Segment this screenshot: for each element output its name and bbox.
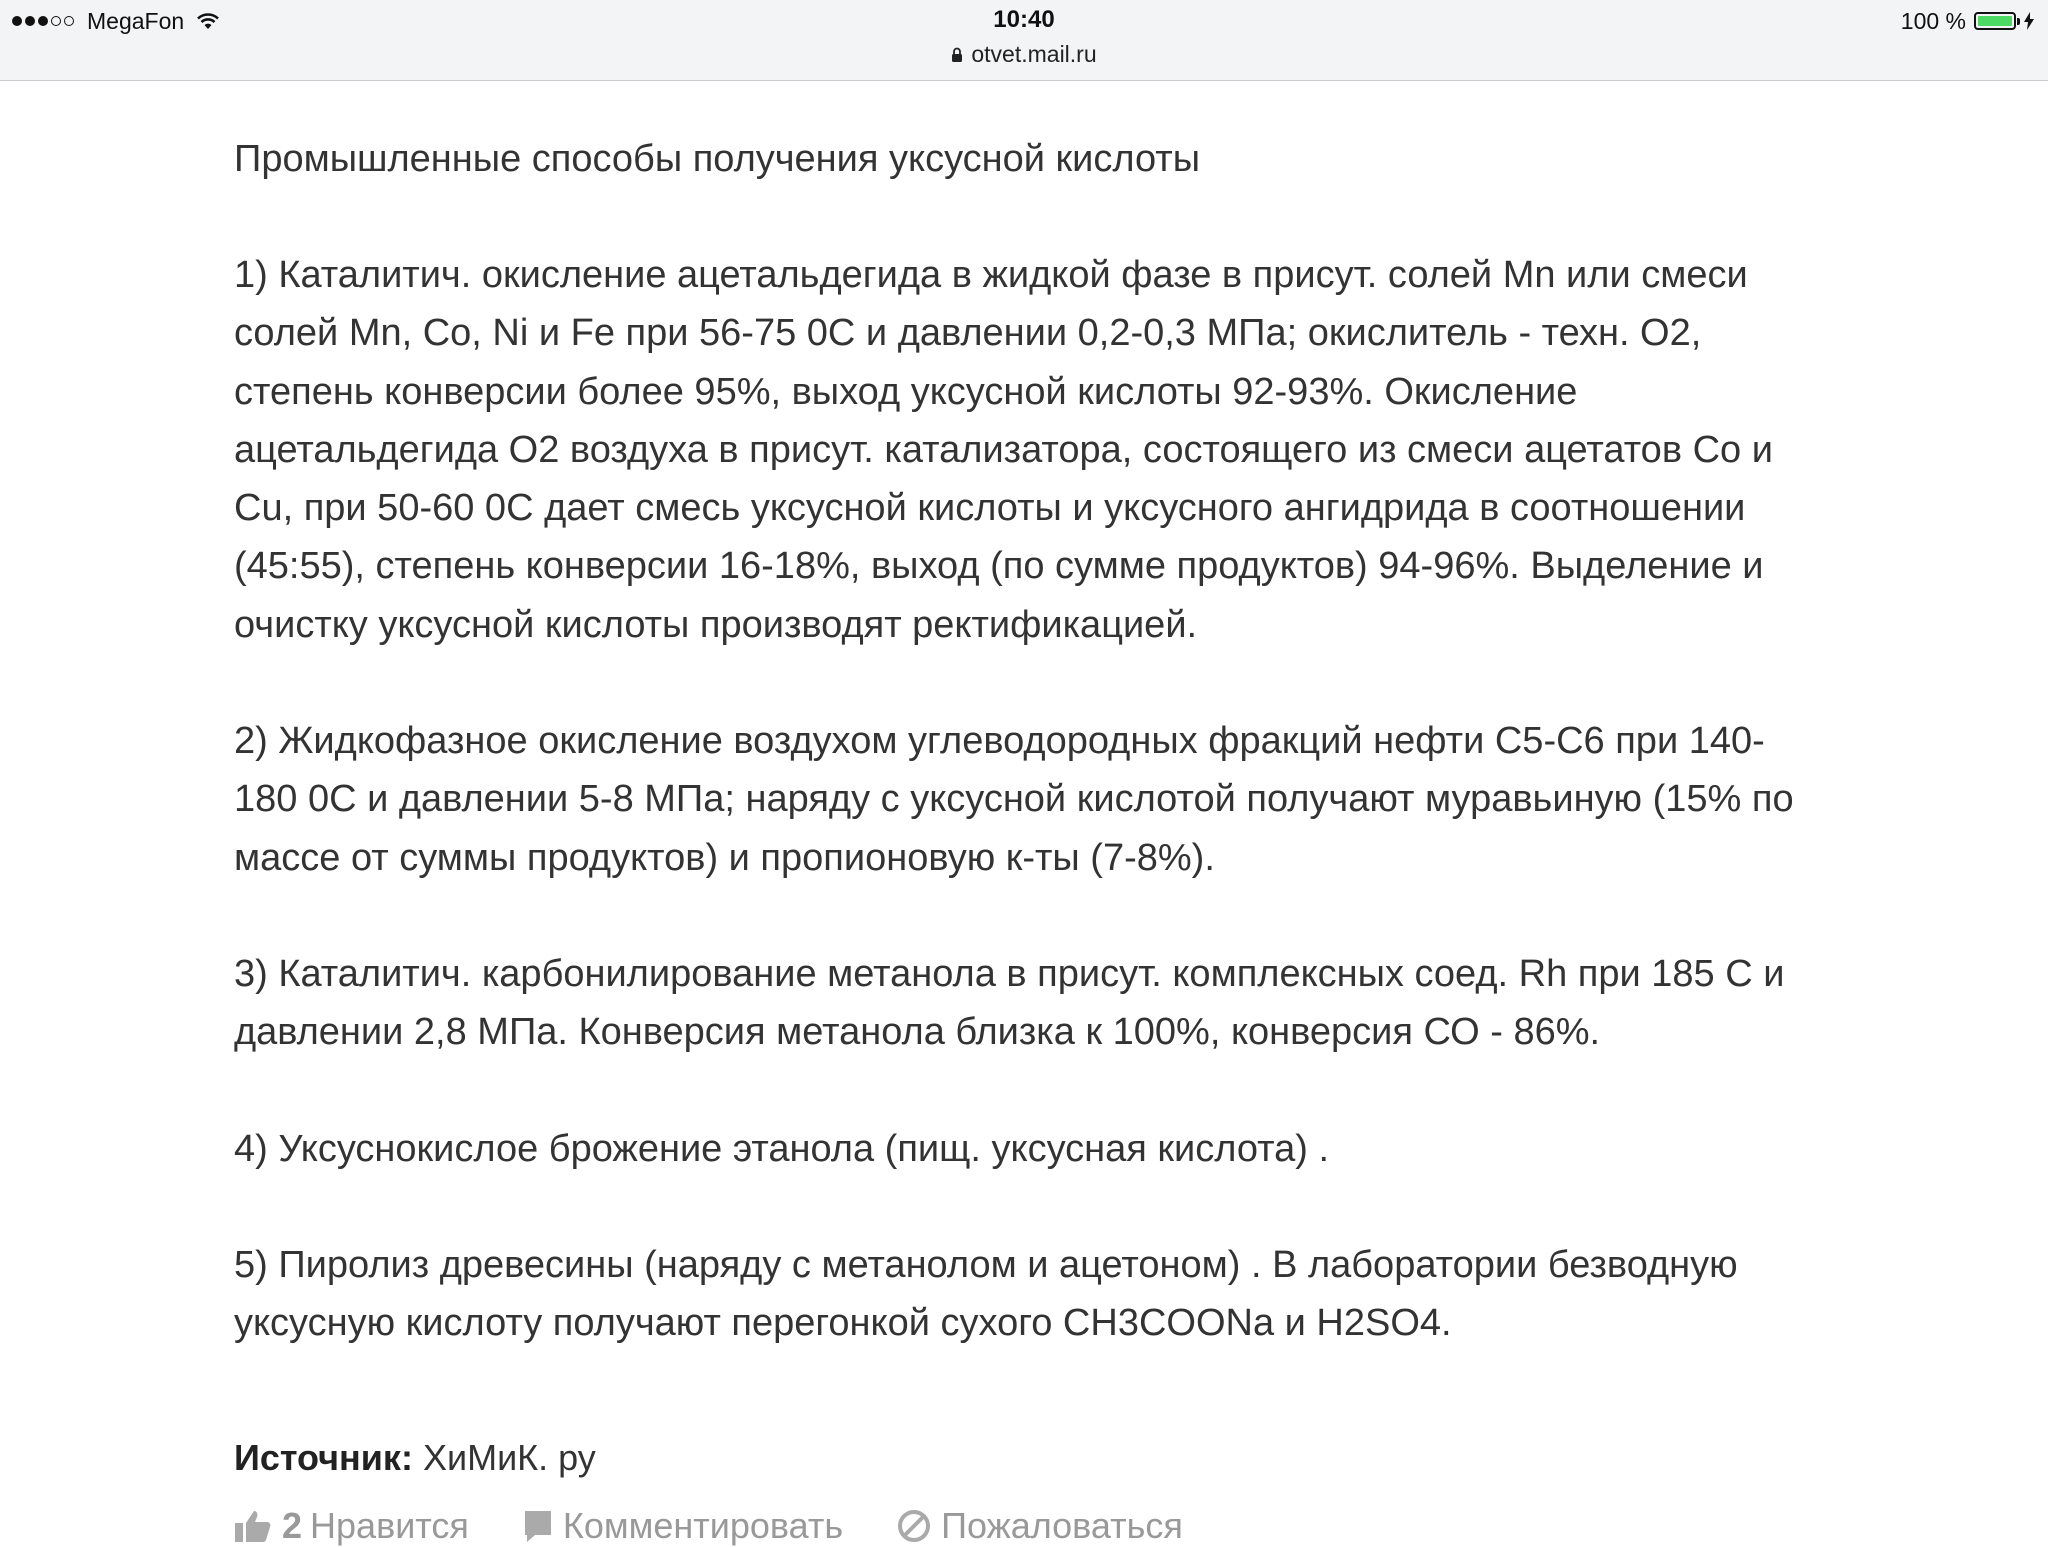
comment-icon [523, 1509, 553, 1543]
battery-icon [1974, 12, 2020, 30]
battery-status [1901, 6, 2034, 36]
charging-bolt-icon [2024, 12, 2034, 30]
report-icon [897, 1509, 931, 1543]
address-bar[interactable] [0, 41, 2048, 68]
carrier-name: MegaFon [87, 7, 185, 34]
answer-paragraph-5: 5) Пиролиз древесины (наряду с метанолом и ацетоном) . В лаборатории безводную уксусную кислоту получают перегонкой сухого CH3COONa и H2SO4. [234, 1243, 1738, 1345]
answer-paragraph-4: 4) Уксуснокислое брожение этанола (пищ. уксусная кислота) . [234, 1127, 1330, 1170]
report-button[interactable] [897, 1505, 1183, 1547]
status-bar [0, 0, 2048, 81]
like-button[interactable] [234, 1505, 469, 1547]
like-count: 2 [282, 1505, 303, 1546]
answer-actions [234, 1505, 1237, 1547]
answer-source [234, 1437, 596, 1479]
url-text: otvet.mail.ru [971, 41, 1097, 67]
clock: 10:40 [993, 6, 1055, 33]
report-label: Пожаловаться [941, 1505, 1183, 1546]
source-label: Источник: [234, 1437, 413, 1478]
thumbs-up-icon [234, 1509, 272, 1543]
answer-paragraph-3: 3) Каталитич. карбонилирование метанола в присут. комплексных соед. Rh при 185 С и давлении 2,8 МПа. Конверсия метанола близка к 100%, конверсия СО - 86%. [234, 952, 1785, 1054]
like-label: Нравится [310, 1505, 469, 1546]
source-value: ХиМиК. ру [422, 1437, 596, 1478]
answer-paragraph-1: 1) Каталитич. окисление ацетальдегида в жидкой фазе в присут. солей Mn или смеси солей Mn, Co, Ni и Fe при 56-75 0С и давлении 0,2-0,3 МПа; окислитель - техн. О2, степень конверсии более 95%, выход уксусной кислоты 92-93%. Окисление ацетальдегида О2 воздуха в присут. катализатора, состоящего из смеси ацетатов Со и Cu, при 50-60 0С дает смесь уксусной кислоты и уксусного ангидрида в соотношении (45:55), степень конверсии 16-18%, выход (по сумме продуктов) 94-96%. Выделение и очистку уксусной кислоты производят ректификацией. [234, 254, 1773, 646]
answer-paragraph-2: 2) Жидкофазное окисление воздухом углеводородных фракций нефти С5-С6 при 140- 180 0С и давлении 5-8 МПа; наряду с уксусной кислотой получают муравьиную (15% по массе от суммы продуктов) и пропионовую к-ты (7-8%). [234, 720, 1794, 879]
comment-label: Комментировать [562, 1505, 844, 1546]
answer-body [234, 118, 1974, 1410]
lock-icon [951, 47, 963, 63]
comment-button[interactable] [523, 1505, 843, 1547]
answer-title: Промышленные способы получения уксусной кислоты [234, 138, 1201, 180]
battery-percent: 100 % [1900, 7, 1966, 34]
